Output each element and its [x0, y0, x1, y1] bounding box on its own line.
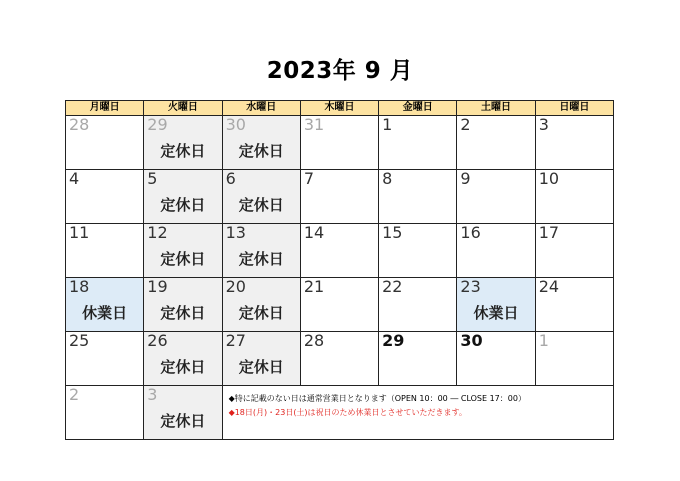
- day-cell: [222, 224, 300, 278]
- day-cell: [300, 170, 378, 224]
- week-row: [66, 332, 614, 386]
- closed-label: 定休日: [160, 412, 206, 430]
- day-cell: [535, 278, 613, 332]
- day-number: 16: [460, 223, 481, 242]
- day-cell: [66, 116, 144, 170]
- day-number: 24: [538, 277, 560, 296]
- day-number: 26: [147, 331, 168, 350]
- day-number: 11: [69, 223, 90, 242]
- day-number: 9: [460, 169, 471, 188]
- day-cell: [457, 278, 535, 332]
- day-cell: [144, 170, 222, 224]
- day-cell: [66, 170, 144, 224]
- weekday-thu: 木曜日: [300, 101, 378, 116]
- day-cell: [66, 386, 144, 440]
- notes-cell: [222, 386, 613, 440]
- day-cell: [379, 278, 457, 332]
- weekday-mon: 月曜日: [66, 101, 144, 116]
- day-number: 29: [382, 331, 405, 350]
- closed-label: 定休日: [238, 196, 284, 214]
- closed-label: 定休日: [160, 304, 206, 322]
- weekday-tue: 火曜日: [144, 101, 222, 116]
- closed-label: 定休日: [238, 250, 284, 268]
- week-row: [66, 170, 614, 224]
- day-number: 23: [460, 277, 481, 296]
- day-cell: [222, 170, 300, 224]
- day-number: 6: [225, 169, 236, 188]
- day-cell: [222, 116, 300, 170]
- closed-label: 定休日: [238, 304, 284, 322]
- day-cell: [457, 170, 535, 224]
- day-cell: [144, 278, 222, 332]
- day-number: 28: [303, 331, 325, 350]
- closed-label: 定休日: [238, 142, 284, 160]
- day-number: 27: [225, 331, 246, 350]
- day-number: 29: [147, 115, 168, 134]
- day-cell: [535, 170, 613, 224]
- closed-label: 定休日: [160, 142, 206, 160]
- day-cell: [457, 224, 535, 278]
- day-number: 2: [69, 385, 80, 404]
- day-number: 18: [69, 277, 90, 296]
- day-cell: [379, 170, 457, 224]
- day-cell: [457, 116, 535, 170]
- holiday-note: ◆18日(月)・23日(土)は祝日のため休業日とさせていただきます。: [228, 408, 467, 417]
- day-number: 21: [303, 277, 325, 296]
- day-number: 30: [225, 115, 246, 134]
- day-cell: [535, 224, 613, 278]
- day-cell: [222, 332, 300, 386]
- day-number: 17: [538, 223, 560, 242]
- day-number: 3: [147, 385, 158, 404]
- day-cell: [66, 278, 144, 332]
- day-cell: [300, 278, 378, 332]
- page-title: 2023年 9 月: [266, 58, 414, 84]
- day-cell: [379, 116, 457, 170]
- day-cell: [144, 332, 222, 386]
- day-number: 2: [460, 115, 471, 134]
- day-cell: [66, 332, 144, 386]
- week-row: [66, 386, 614, 440]
- day-number: 12: [147, 223, 168, 242]
- day-number: 1: [382, 115, 393, 134]
- day-number: 19: [147, 277, 168, 296]
- day-number: 13: [225, 223, 246, 242]
- day-number: 28: [69, 115, 90, 134]
- closed-label: 定休日: [238, 358, 284, 376]
- closed-label: 定休日: [160, 196, 206, 214]
- day-number: 7: [303, 169, 315, 188]
- day-cell: [300, 224, 378, 278]
- day-number: 14: [303, 223, 325, 242]
- weekday-fri: 金曜日: [379, 101, 457, 116]
- day-cell: [300, 116, 378, 170]
- day-cell: [379, 332, 457, 386]
- day-cell: [535, 116, 613, 170]
- weekday-sun: 日曜日: [535, 101, 613, 116]
- day-number: 30: [460, 331, 483, 350]
- day-number: 20: [225, 277, 246, 296]
- day-number: 25: [69, 331, 90, 350]
- closed-label: 定休日: [160, 250, 206, 268]
- weekday-header-row: [66, 101, 614, 116]
- week-row: [66, 278, 614, 332]
- holiday-label: 休業日: [473, 304, 519, 322]
- day-number: 5: [147, 169, 158, 188]
- week-row: [66, 116, 614, 170]
- calendar-table: [65, 100, 614, 440]
- day-number: 1: [538, 331, 549, 350]
- day-number: 8: [382, 169, 393, 188]
- week-row: [66, 224, 614, 278]
- day-cell: [300, 332, 378, 386]
- day-cell: [222, 278, 300, 332]
- day-number: 22: [382, 277, 403, 296]
- day-cell: [144, 224, 222, 278]
- day-cell: [144, 386, 222, 440]
- day-cell: [379, 224, 457, 278]
- weekday-wed: 水曜日: [222, 101, 300, 116]
- weekday-sat: 土曜日: [457, 101, 535, 116]
- holiday-label: 休業日: [82, 304, 128, 322]
- day-number: 10: [538, 169, 560, 188]
- day-cell: [66, 224, 144, 278]
- day-cell: [457, 332, 535, 386]
- business-hours-note: ◆特に記載のない日は通常営業日となります（OPEN 10：00 ― CLOSE 17：00）: [228, 394, 526, 403]
- day-number: 4: [69, 169, 80, 188]
- day-number: 3: [538, 115, 549, 134]
- day-number: 31: [303, 115, 325, 134]
- day-cell: [535, 332, 613, 386]
- closed-label: 定休日: [160, 358, 206, 376]
- day-number: 15: [382, 223, 403, 242]
- day-cell: [144, 116, 222, 170]
